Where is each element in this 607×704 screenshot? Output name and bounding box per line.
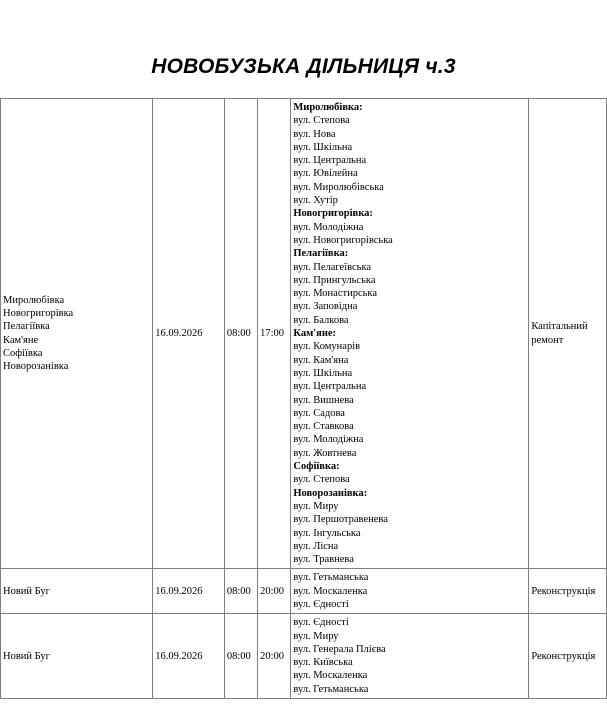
street-item: вул. Комунарів [293, 341, 361, 353]
village-heading: Софіївка: [293, 461, 340, 473]
work-type-cell [529, 614, 607, 699]
settlement-name: Кам'яне [3, 334, 39, 346]
street-item: вул. Єдності [293, 598, 349, 610]
start-time-cell: 08:00 [224, 614, 257, 699]
settlement-name: Новорозанівка [3, 361, 69, 373]
settlement-name: Софіївка [3, 347, 43, 359]
street-item: вул. Єдності [293, 617, 349, 629]
end-time-cell: 20:00 [258, 614, 291, 699]
streets-cell [291, 99, 529, 569]
village-heading: Кам'яне: [293, 328, 337, 340]
village-heading: Пелагіївка: [293, 248, 349, 260]
street-item: вул. Нова [293, 128, 336, 140]
street-item: вул. Кам'яна [293, 354, 349, 366]
settlement-name: Миролюбівка [3, 294, 65, 306]
street-item: вул. Центральна [293, 155, 367, 167]
work-type-cell [529, 569, 607, 614]
table-row [1, 569, 607, 614]
village-heading: Миролюбівка: [293, 102, 363, 113]
village-heading: Новогригорівка: [293, 208, 373, 220]
street-item: вул. Прингульська [293, 274, 376, 286]
street-item: вул. Новогригорівська [293, 234, 393, 246]
date-cell: 16.09.2026 [153, 614, 225, 699]
street-item: вул. Ювілейна [293, 168, 358, 180]
street-item: вул. Вишнева [293, 394, 354, 406]
start-time-cell: 08:00 [224, 99, 257, 569]
table-row [1, 99, 607, 569]
street-item: вул. Першотравенева [293, 514, 388, 526]
street-item: вул. Москаленка [293, 670, 368, 682]
street-item: вул. Молодіжна [293, 221, 364, 233]
work-type-text: Реконструкція [531, 585, 596, 597]
end-time-cell: 17:00 [258, 99, 291, 569]
streets-cell [291, 614, 529, 699]
street-item: вул. Лісна [293, 540, 339, 552]
street-item: вул. Жовтнева [293, 447, 357, 459]
street-item: вул. Миру [293, 630, 339, 642]
village-heading: Новорозанівка: [293, 487, 368, 499]
work-type-text: ремонт [531, 334, 564, 346]
street-item: вул. Травнева [293, 554, 354, 566]
settlement-name: Новогригорівка [3, 308, 74, 320]
street-item: вул. Гетьманська [293, 683, 369, 695]
work-type-text: Реконструкція [531, 650, 596, 662]
street-item: вул. Центральна [293, 381, 367, 393]
street-item: вул. Шкільна [293, 141, 353, 153]
table-row [1, 614, 607, 699]
street-item: вул. Інгульська [293, 527, 361, 539]
streets-cell [291, 569, 529, 614]
street-item: вул. Гетьманська [293, 572, 369, 584]
street-item: вул. Степова [293, 474, 350, 486]
street-item: вул. Степова [293, 115, 350, 127]
street-item: вул. Шкільна [293, 367, 353, 379]
work-type-text: Капітальний [531, 321, 588, 333]
street-item: вул. Заповідна [293, 301, 358, 313]
settlements-cell [1, 569, 153, 614]
street-item: вул. Ставкова [293, 421, 354, 433]
date-cell: 16.09.2026 [153, 99, 225, 569]
street-item: вул. Миру [293, 500, 339, 512]
settlement-name: Пелагіївка [3, 321, 50, 333]
outage-table [0, 98, 607, 699]
settlements-cell [1, 614, 153, 699]
street-item: вул. Москаленка [293, 585, 368, 597]
date-cell: 16.09.2026 [153, 569, 225, 614]
street-item: вул. Хутір [293, 195, 338, 207]
settlements-cell [1, 99, 153, 569]
end-time-cell: 20:00 [258, 569, 291, 614]
start-time-cell: 08:00 [224, 569, 257, 614]
outage-table-body [1, 99, 607, 699]
street-item: вул. Молодіжна [293, 434, 364, 446]
street-item: вул. Генерала Плієва [293, 643, 386, 655]
work-type-cell [529, 99, 607, 569]
street-item: вул. Пелагеївська [293, 261, 372, 273]
street-item: вул. Миролюбівська [293, 181, 384, 193]
street-item: вул. Садова [293, 407, 345, 419]
settlement-name: Новий Буг [3, 650, 50, 662]
street-item: вул. Монастирська [293, 288, 378, 300]
street-item: вул. Київська [293, 657, 353, 669]
street-item: вул. Балкова [293, 314, 349, 326]
page-title: НОВОБУЗЬКА ДІЛЬНИЦЯ ч.3 [151, 55, 456, 78]
settlement-name: Новий Буг [3, 585, 50, 597]
